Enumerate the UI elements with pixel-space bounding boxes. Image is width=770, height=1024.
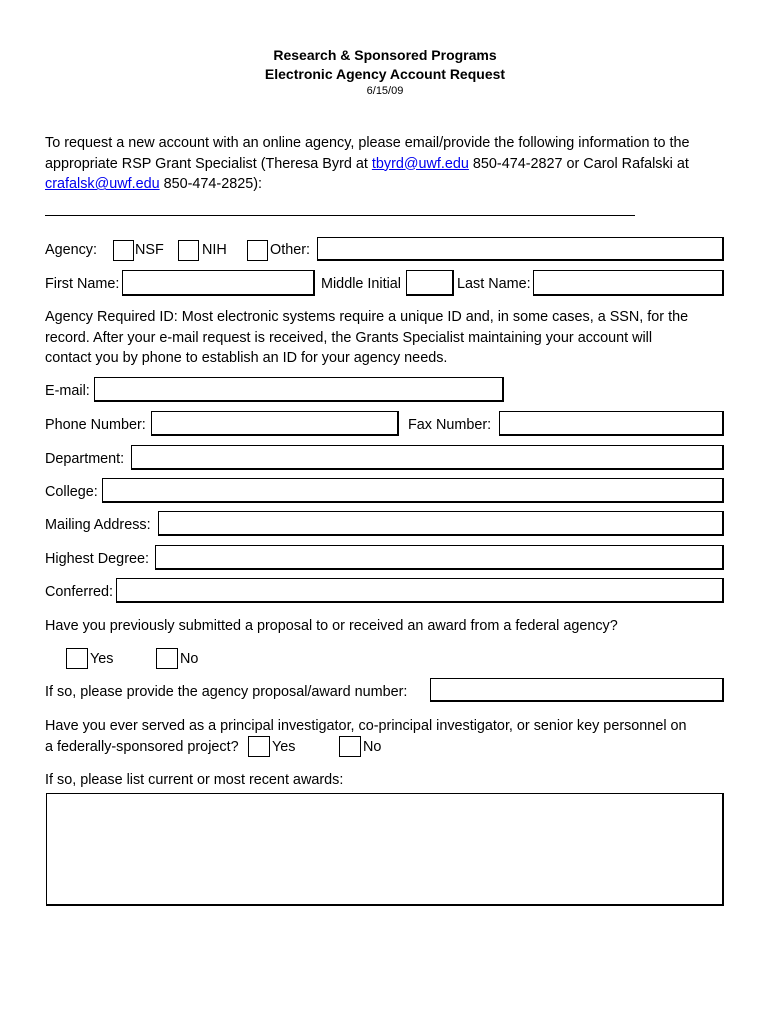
intro-line-1: To request a new account with an online agency, please email/provide the following information to the — [45, 135, 690, 151]
highest-degree-label: Highest Degree: — [45, 551, 149, 567]
agency-label: Agency: — [45, 242, 97, 258]
form-date: 6/15/09 — [366, 85, 404, 97]
form-title: Electronic Agency Account Request — [264, 66, 506, 82]
first-name-field[interactable] — [122, 270, 315, 296]
college-field[interactable] — [102, 478, 724, 503]
mailing-address-field[interactable] — [158, 511, 724, 536]
department-field[interactable] — [131, 445, 724, 470]
proposal-no-label: No — [180, 651, 199, 667]
highest-degree-field[interactable] — [155, 545, 724, 570]
agency-id-paragraph — [45, 307, 735, 369]
conferred-field[interactable] — [116, 578, 724, 603]
college-label: College: — [45, 484, 98, 500]
proposal-no-checkbox[interactable] — [156, 648, 178, 669]
phone-number-field[interactable] — [151, 411, 399, 436]
last-name-field[interactable] — [533, 270, 724, 296]
agency-id-line-1: Agency Required ID: Most electronic systems require a unique ID and, in some cases, a SSN, for the — [45, 309, 689, 325]
nsf-label: NSF — [135, 242, 164, 258]
other-label: Other: — [270, 242, 310, 258]
other-agency-field[interactable] — [317, 237, 724, 261]
first-name-label: First Name: — [45, 276, 120, 292]
recent-awards-textarea[interactable] — [46, 793, 724, 906]
pi-question-line-2: a federally-sponsored project? — [45, 739, 239, 755]
org-title: Research & Sponsored Programs — [273, 47, 497, 63]
pi-yes-checkbox[interactable] — [248, 736, 270, 757]
other-checkbox[interactable] — [247, 240, 268, 261]
mailing-address-label: Mailing Address: — [45, 517, 151, 533]
email-field[interactable] — [94, 377, 504, 402]
intro-line-3 — [45, 174, 735, 195]
intro-line-2-suffix: 850-474-2827 or Carol Rafalski at — [468, 155, 689, 172]
tbyrd-email-link[interactable]: tbyrd@uwf.edu — [371, 155, 469, 172]
agency-id-line-3: contact you by phone to establish an ID for your agency needs. — [45, 350, 448, 366]
pi-yes-label: Yes — [272, 739, 296, 755]
intro-line-2-prefix: appropriate RSP Grant Specialist (Theresa Byrd at — [45, 155, 372, 172]
phone-number-label: Phone Number: — [45, 417, 146, 433]
last-name-label: Last Name: — [457, 276, 531, 292]
nsf-checkbox[interactable] — [113, 240, 134, 261]
department-label: Department: — [45, 451, 125, 467]
award-number-field[interactable] — [430, 678, 724, 702]
conferred-label: Conferred: — [45, 584, 113, 600]
email-label: E-mail: — [45, 383, 90, 399]
proposal-yes-label: Yes — [90, 651, 114, 667]
nih-label: NIH — [202, 242, 227, 258]
intro-line-3-suffix: 850-474-2825): — [159, 176, 263, 192]
middle-initial-field[interactable] — [406, 270, 454, 296]
award-number-label: If so, please provide the agency proposal/award number: — [45, 684, 408, 700]
fax-number-field[interactable] — [499, 411, 724, 436]
crafalsk-email-link[interactable]: crafalsk@uwf.edu — [45, 176, 160, 192]
previous-proposal-question: Have you previously submitted a proposal to or received an award from a federal agency? — [45, 618, 618, 634]
intro-paragraph — [45, 133, 735, 195]
pi-no-checkbox[interactable] — [339, 736, 361, 757]
agency-id-line-2: record. After your e-mail request is received, the Grants Specialist maintaining your account will — [45, 329, 653, 346]
recent-awards-label: If so, please list current or most recent awards: — [45, 772, 344, 788]
pi-question-line-1: Have you ever served as a principal investigator, co-principal investigator, or senior key personnel on — [45, 718, 687, 734]
proposal-yes-checkbox[interactable] — [66, 648, 88, 669]
pi-no-label: No — [363, 739, 382, 755]
nih-checkbox[interactable] — [178, 240, 199, 261]
middle-initial-label: Middle Initial — [321, 276, 401, 292]
divider-line — [45, 215, 635, 216]
fax-number-label: Fax Number: — [408, 417, 492, 433]
intro-line-2 — [45, 154, 735, 175]
